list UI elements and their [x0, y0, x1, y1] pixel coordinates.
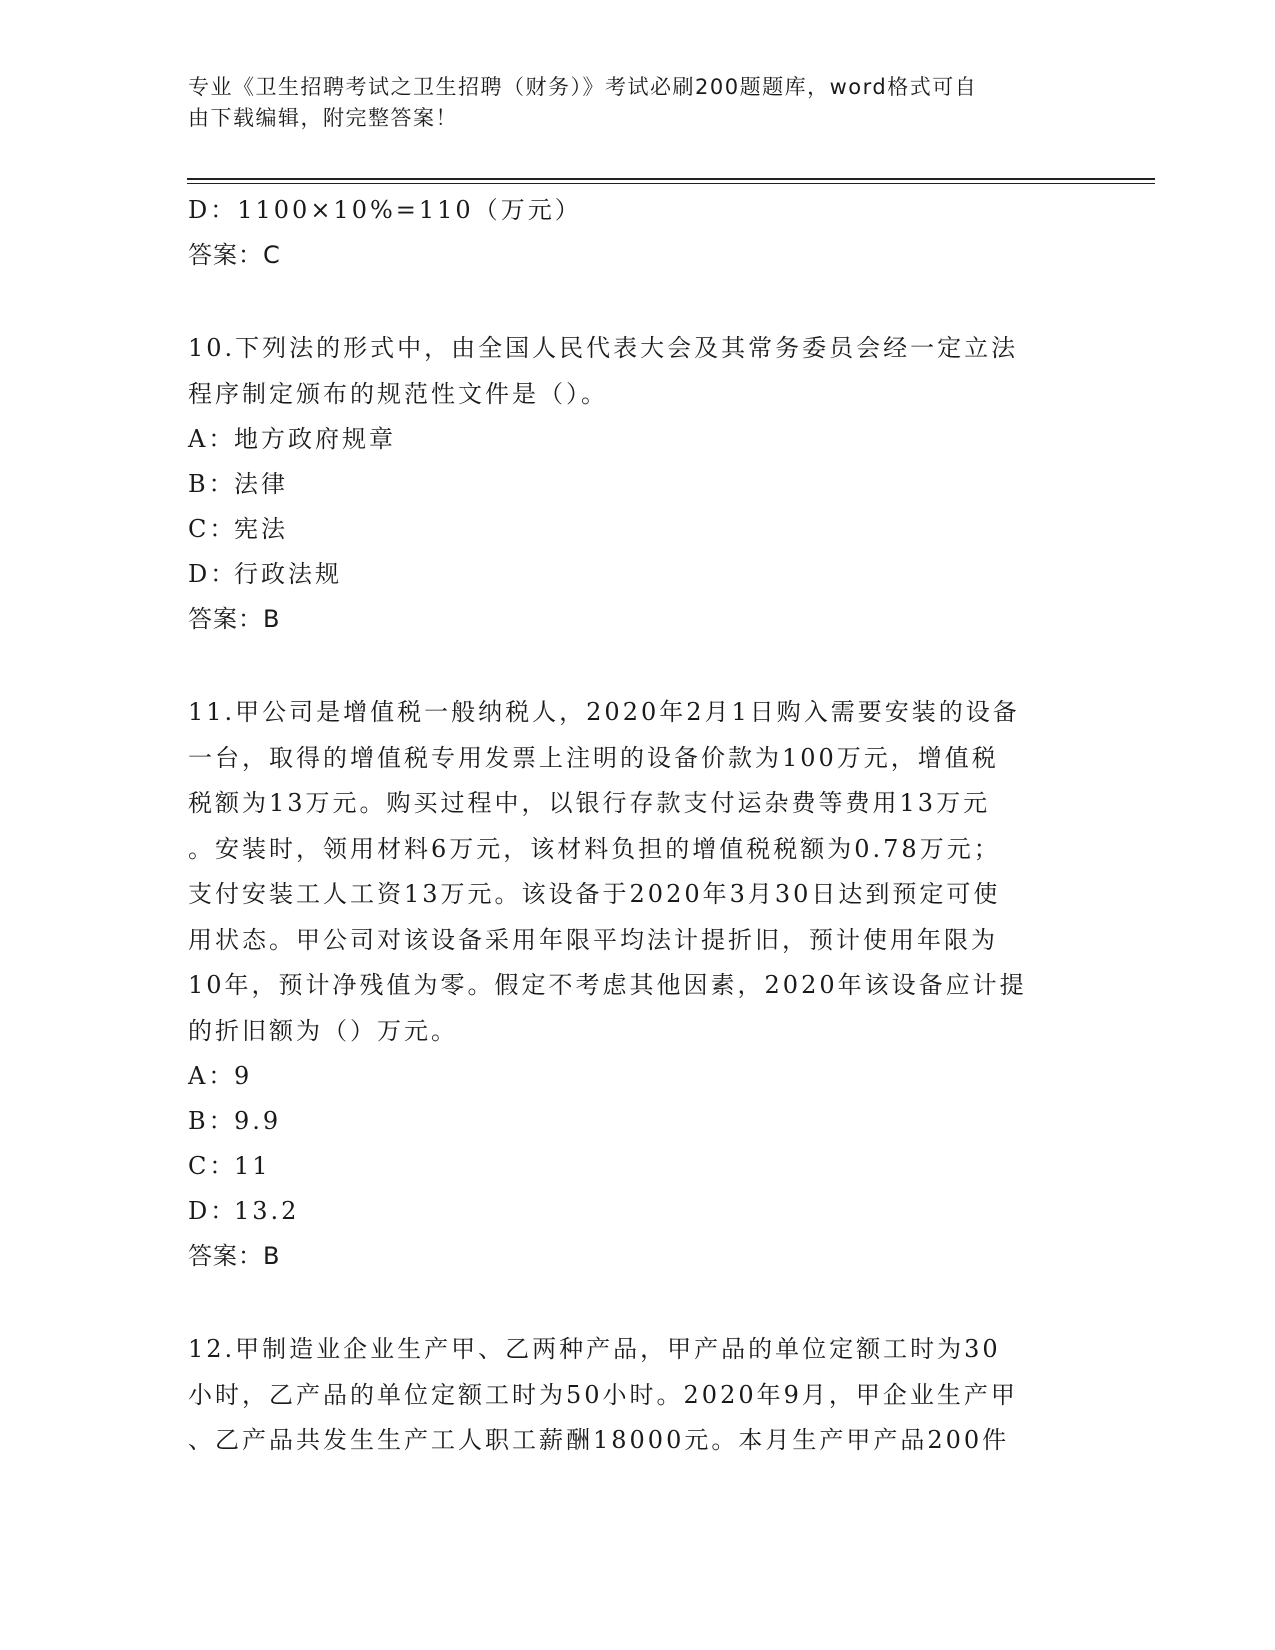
question-11: [188, 690, 1088, 1279]
stem-line: 一台，取得的增值税专用发票上注明的设备价款为100万元，增值税: [188, 743, 999, 772]
stem-line: 12.甲制造业企业生产甲、乙两种产品，甲产品的单位定额工时为30: [188, 1335, 1001, 1363]
stem-line: 程序制定颁布的规范性文件是（）。: [188, 379, 608, 408]
spacer: [188, 278, 1088, 326]
stem-line: 。安装时，领用材料6万元，该材料负担的增值税税额为0.78万元；: [188, 834, 1001, 863]
question-10: [188, 326, 1088, 642]
page-header: [188, 72, 1068, 134]
option-text: 13.2: [234, 1197, 300, 1225]
option-label: A：: [188, 425, 236, 453]
header-divider-thick: [187, 178, 1155, 180]
option-a: [188, 417, 1088, 462]
spacer: [188, 1279, 1088, 1327]
option-text: 行政法规: [234, 560, 342, 588]
option-text: 法律: [234, 470, 288, 498]
option-text: 11: [234, 1152, 271, 1180]
option-c: [188, 507, 1088, 552]
header-line-1: 专业《卫生招聘考试之卫生招聘（财务）》考试必刷200题题库，word格式可自: [188, 75, 978, 99]
question-12: [188, 1327, 1088, 1464]
stem-line: 税额为13万元。购买过程中，以银行存款支付运杂费等费用13万元: [188, 789, 991, 817]
document-body: [188, 188, 1088, 1464]
stem-line: 支付安装工人工资13万元。该设备于2020年3月30日达到预定可使: [188, 880, 1001, 908]
option-b: [188, 1099, 1088, 1144]
stem-line: 11.甲公司是增值税一般纳税人，2020年2月1日购入需要安装的设备: [188, 698, 1020, 726]
option-text: 9.9: [234, 1107, 282, 1135]
option-d: [188, 552, 1088, 597]
stem-line: 小时，乙产品的单位定额工时为50小时。2020年9月，甲企业生产甲: [188, 1380, 1018, 1409]
option-d: [188, 1189, 1088, 1234]
option-a: [188, 1054, 1088, 1099]
stem-line: 10.下列法的形式中，由全国人民代表大会及其常务委员会经一定立法: [188, 334, 1019, 362]
option-c: [188, 1144, 1088, 1189]
option-label: A：: [188, 1062, 236, 1090]
option-label: B：: [188, 1107, 236, 1135]
option-b: [188, 462, 1088, 507]
question-stem: [188, 326, 1088, 417]
prev-question-answer: 答案：C: [188, 241, 281, 269]
stem-line: 10年，预计净残值为零。假定不考虑其他因素，2020年该设备应计提: [188, 971, 1027, 999]
stem-line: 的折旧额为（）万元。: [188, 1016, 458, 1045]
question-stem: [188, 1327, 1088, 1464]
option-label: D：: [188, 560, 238, 588]
spacer: [188, 642, 1088, 690]
option-label: C：: [188, 515, 237, 543]
option-label: D：: [188, 1197, 238, 1225]
option-label: B：: [188, 470, 236, 498]
header-line-2: 由下载编辑，附完整答案！: [188, 106, 458, 130]
answer: 答案：B: [188, 605, 281, 633]
option-text: 地方政府规章: [234, 425, 396, 453]
option-text: 宪法: [234, 515, 288, 543]
option-text: 9: [234, 1062, 253, 1090]
header-divider-thin: [187, 183, 1155, 184]
answer: 答案：B: [188, 1242, 281, 1270]
stem-line: 用状态。甲公司对该设备采用年限平均法计提折旧，预计使用年限为: [188, 925, 998, 954]
prev-question-option-d: D：1100×10%=110（万元）: [188, 196, 582, 224]
question-stem: [188, 690, 1088, 1054]
option-label: C：: [188, 1152, 237, 1180]
stem-line: 、乙产品共发生生产工人职工薪酬18000元。本月生产甲产品200件: [188, 1426, 1010, 1454]
